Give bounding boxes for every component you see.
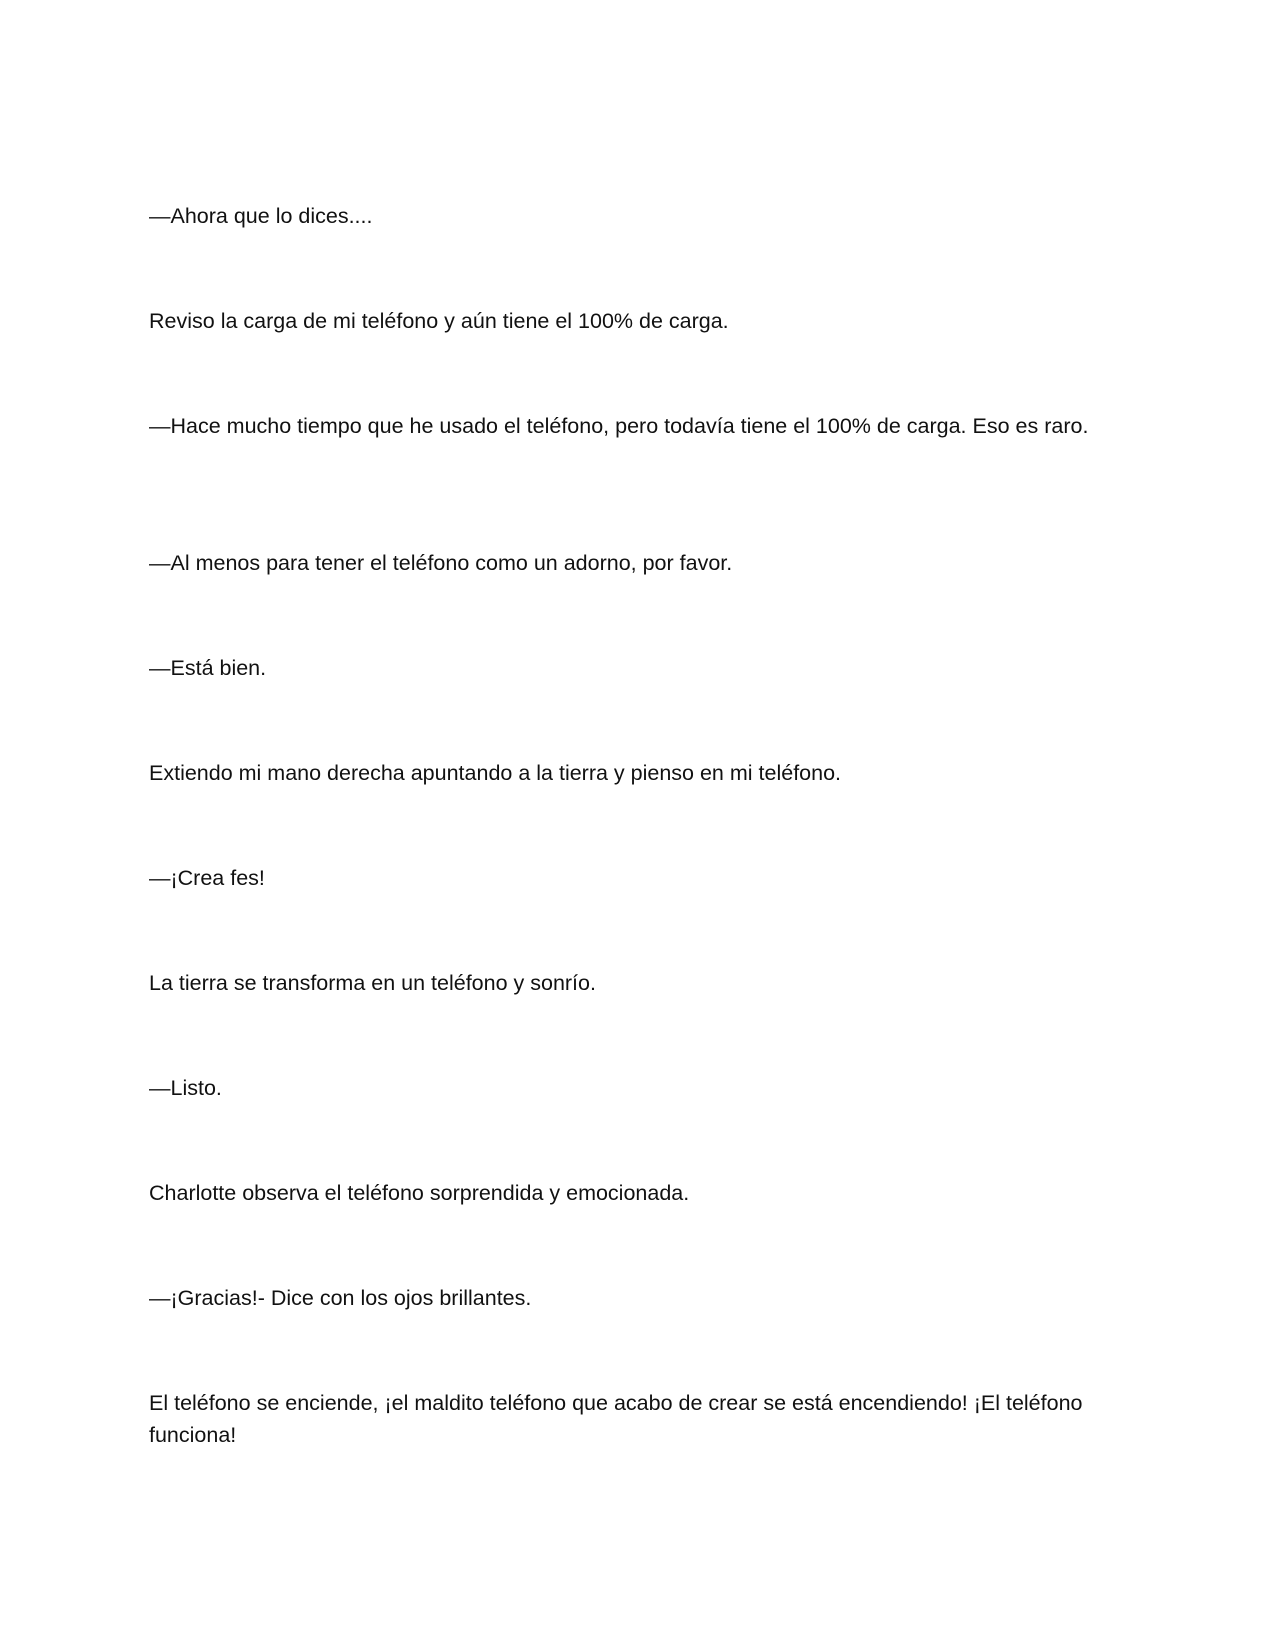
paragraph: Extiendo mi mano derecha apuntando a la tierra y pienso en mi teléfono. — [149, 761, 842, 785]
paragraph: —¡Gracias!- Dice con los ojos brillantes. — [149, 1286, 532, 1310]
paragraph: Reviso la carga de mi teléfono y aún tiene el 100% de carga. — [149, 309, 729, 333]
paragraph: —¡Crea fes! — [149, 866, 265, 890]
paragraph: —Al menos para tener el teléfono como un adorno, por favor. — [149, 551, 733, 575]
paragraph: Charlotte observa el teléfono sorprendida y emocionada. — [149, 1181, 690, 1205]
paragraph: El teléfono se enciende, ¡el maldito teléfono que acabo de crear se está encendiendo! ¡El teléfono funciona! — [149, 1391, 1083, 1447]
paragraph: —Listo. — [149, 1076, 222, 1100]
paragraph: —Ahora que lo dices.... — [149, 204, 373, 228]
paragraph: —Está bien. — [149, 656, 267, 680]
paragraph: —Hace mucho tiempo que he usado el teléfono, pero todavía tiene el 100% de carga. Eso es raro. — [149, 414, 1089, 438]
paragraph: La tierra se transforma en un teléfono y sonrío. — [149, 971, 596, 995]
